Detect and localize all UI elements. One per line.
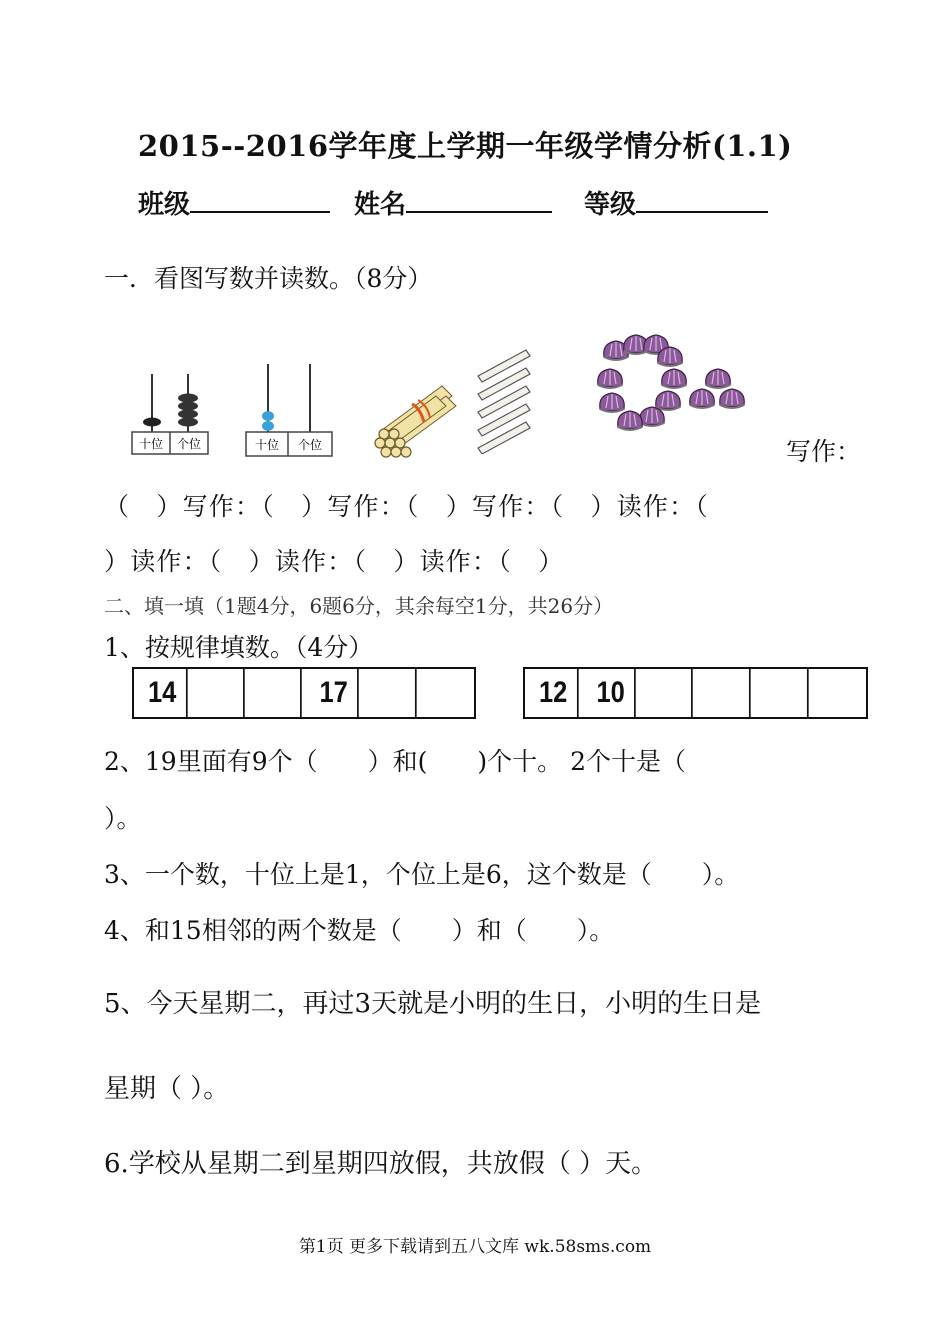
sequence-cell: 12 [529,669,578,717]
abacus-tens-label: 十位 [254,438,280,452]
sequence-cell [425,669,470,717]
write-tail-label: 写作： [786,437,862,466]
sequence-cell [817,669,862,717]
abacus-bead [178,410,198,419]
sequence-cell [759,669,808,717]
class-label: 班级 [138,190,191,220]
sequence-cell [196,669,244,717]
page-title: 2015--2016学年度上学期一年级学情分析(1.1) [138,129,793,163]
q5-line2: 星期（ ）。 [104,1074,230,1104]
section2-heading: 二、填一填（1题4分，6题6分，其余每空1分，共26分） [104,594,614,618]
q4-text: 4、和15相邻的两个数是（ ）和（ ）。 [104,916,615,945]
page-footer: 第1页 更多下载请到五八文库 wk.58sms.com [298,1237,652,1257]
q5-line1: 5、今天星期二，再过3天就是小明的生日，小明的生日是 [104,989,762,1019]
abacus-bead [178,402,198,411]
sequence-cell [253,669,301,717]
grade-field [584,184,768,221]
name-field [354,184,552,221]
abacus-bead [178,418,198,427]
stick-bundle-image [372,378,464,462]
section1-line1: （ ）写作：（ ）写作：（ ）写作：（ ）读作：（ [104,492,710,521]
sequence-cell [701,669,750,717]
abacus-ones-label: 个位 [297,438,323,452]
abacus-bead [262,421,274,431]
grade-label: 等级 [584,190,637,220]
abacus-ones-label: 个位 [176,437,202,451]
sequence-cell [644,669,692,717]
sequence-cell [367,669,416,717]
abacus-bead [178,394,198,403]
grade-blank [636,185,768,213]
name-blank [406,185,552,213]
class-blank [190,185,330,213]
sequence-table-b [523,667,868,719]
q1-text: 1、按规律填数。（4分） [104,633,374,662]
loose-sticks-image [474,348,536,454]
abacus-bead [262,411,274,421]
sequence-table-a [132,667,476,719]
sequence-cell: 17 [310,669,358,717]
name-label: 姓名 [354,190,407,220]
section1-line2: ）读作：（ ）读作：（ ）读作：（ ） [104,547,565,576]
q6-text: 6.学校从星期二到星期四放假，共放假（ ）天。 [104,1149,658,1179]
abacus-tens-label: 十位 [138,437,164,451]
shells-image [594,330,754,442]
q2-line2: ）。 [104,804,142,833]
q3-text: 3、一个数，十位上是1，个位上是6，这个数是（ ）。 [104,860,740,889]
abacus-bead [143,418,161,427]
abacus-1-image [128,368,212,458]
sequence-cell: 14 [138,669,187,717]
class-field [138,184,330,221]
section1-heading: 一．看图写数并读数。（8分） [104,264,433,293]
sequence-cell: 10 [587,669,635,717]
q2-line1: 2、19里面有9个（ ）和( )个十。 2个十是（ [104,747,686,776]
abacus-2-image [244,358,336,458]
